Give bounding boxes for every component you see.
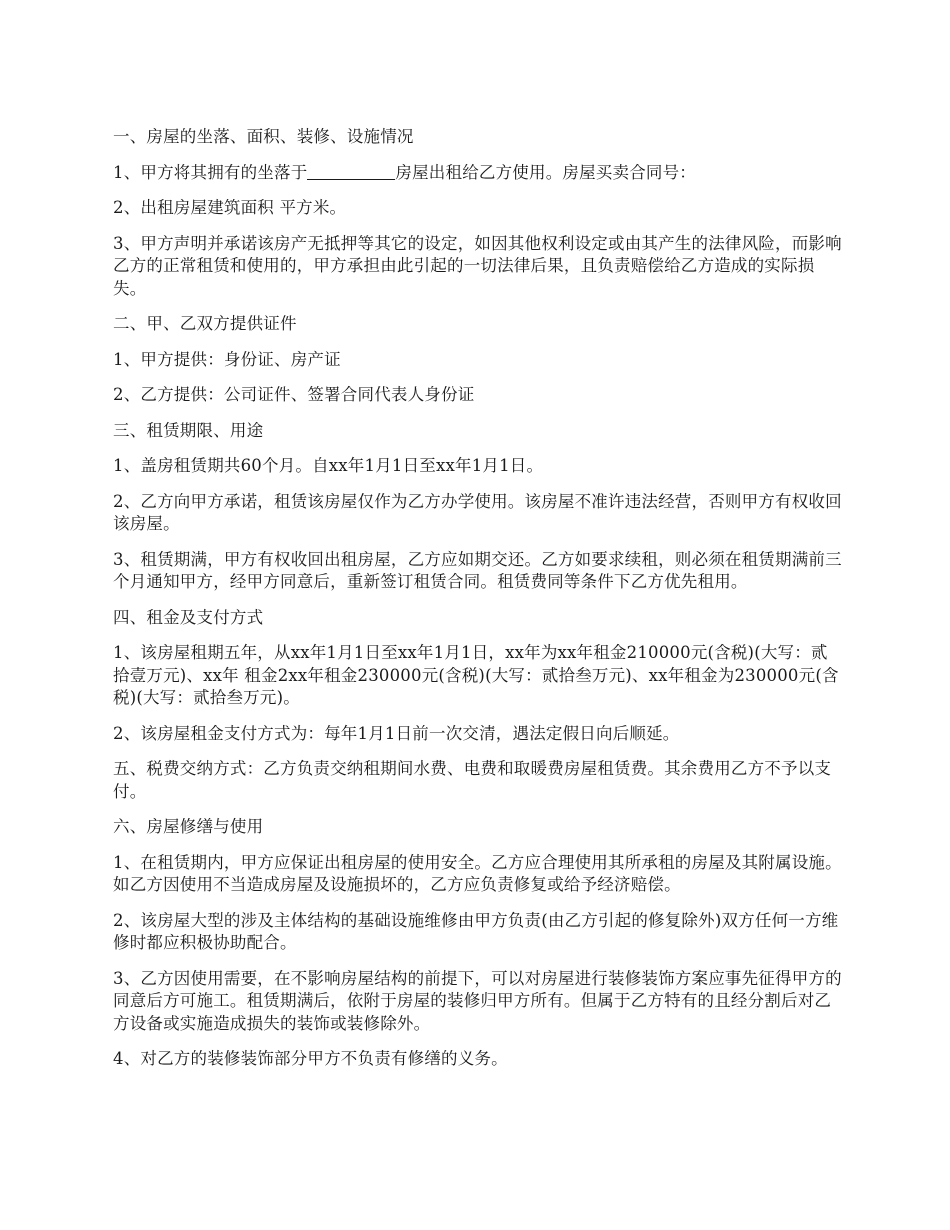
clause-6-2: 2、该房屋大型的涉及主体结构的基础设施维修由甲方负责(由乙方引起的修复除外)双方任何一方维修时都应积极协助配合。 bbox=[113, 910, 839, 952]
clause-1-1-text-before: 1、甲方将其拥有的坐落于 bbox=[113, 162, 308, 182]
clause-1-1 bbox=[113, 162, 843, 185]
section-heading-6: 六、房屋修缮与使用 bbox=[113, 817, 264, 836]
section-heading-1: 一、房屋的坐落、面积、装修、设施情况 bbox=[113, 127, 414, 146]
clause-3-1: 1、盖房租赁期共60个月。自xx年1月1日至xx年1月1日。 bbox=[113, 456, 544, 475]
clause-2-1: 1、甲方提供：身份证、房产证 bbox=[113, 349, 341, 369]
section-heading-3: 三、租赁期限、用途 bbox=[113, 420, 264, 440]
clause-1-1-text-after: 房屋出租给乙方使用。房屋买卖合同号： bbox=[395, 162, 697, 182]
address-blank-line bbox=[307, 163, 395, 180]
section-heading-4: 四、租金及支付方式 bbox=[113, 607, 264, 627]
clause-1-2: 2、出租房屋建筑面积 平方米。 bbox=[113, 198, 347, 217]
clause-6-1: 1、在租赁期内，甲方应保证出租房屋的使用安全。乙方应合理使用其所承租的房屋及其附属设施。如乙方因使用不当造成房屋及设施损坏的，乙方应负责修复或给予经济赔偿。 bbox=[113, 852, 842, 894]
clause-4-2: 2、该房屋租金支付方式为：每年1月1日前一次交清，遇法定假日向后顺延。 bbox=[113, 723, 680, 743]
clause-2-2: 2、乙方提供：公司证件、签署合同代表人身份证 bbox=[113, 385, 475, 404]
clause-3-3: 3、租赁期满，甲方有权收回出租房屋，乙方应如期交还。乙方如要求续租，则必须在租赁期满前三个月通知甲方，经甲方同意后，重新签订租赁合同。租赁费同等条件下乙方优先租用。 bbox=[113, 549, 842, 591]
document-body bbox=[113, 126, 843, 1084]
section-heading-2: 二、甲、乙双方提供证件 bbox=[113, 314, 297, 333]
section-heading-5: 五、税费交纳方式：乙方负责交纳租期间水费、电费和取暖费房屋租赁费。其余费用乙方不予以支付。 bbox=[113, 759, 832, 801]
clause-1-3: 3、甲方声明并承诺该房产无抵押等其它的设定，如因其他权利设定或由其产生的法律风险，而影响乙方的正常租赁和使用的，甲方承担由此引起的一切法律后果，且负责赔偿给乙方造成的实际损失。 bbox=[113, 233, 842, 298]
clause-6-3: 3、乙方因使用需要，在不影响房屋结构的前提下，可以对房屋进行装修装饰方案应事先征得甲方的同意后方可施工。租赁期满后，依附于房屋的装修归甲方所有。但属于乙方特有的且经分割后对乙方设备或实施造成损失的装饰或装修除外。 bbox=[113, 968, 842, 1033]
clause-6-4: 4、对乙方的装修装饰部分甲方不负责有修缮的义务。 bbox=[113, 1049, 508, 1068]
clause-4-1: 1、该房屋租期五年，从xx年1月1日至xx年1月1日，xx年为xx年租金210000元(含税)(大写：贰拾壹万元)、xx年 租金2xx年租金230000元(含税)(大写：贰拾叁万元)、xx年租金为230000元(含税)(大写：贰拾叁万元)。 bbox=[113, 643, 839, 707]
clause-3-2: 2、乙方向甲方承诺，租赁该房屋仅作为乙方办学使用。该房屋不准许违法经营，否则甲方有权收回该房屋。 bbox=[113, 491, 842, 533]
